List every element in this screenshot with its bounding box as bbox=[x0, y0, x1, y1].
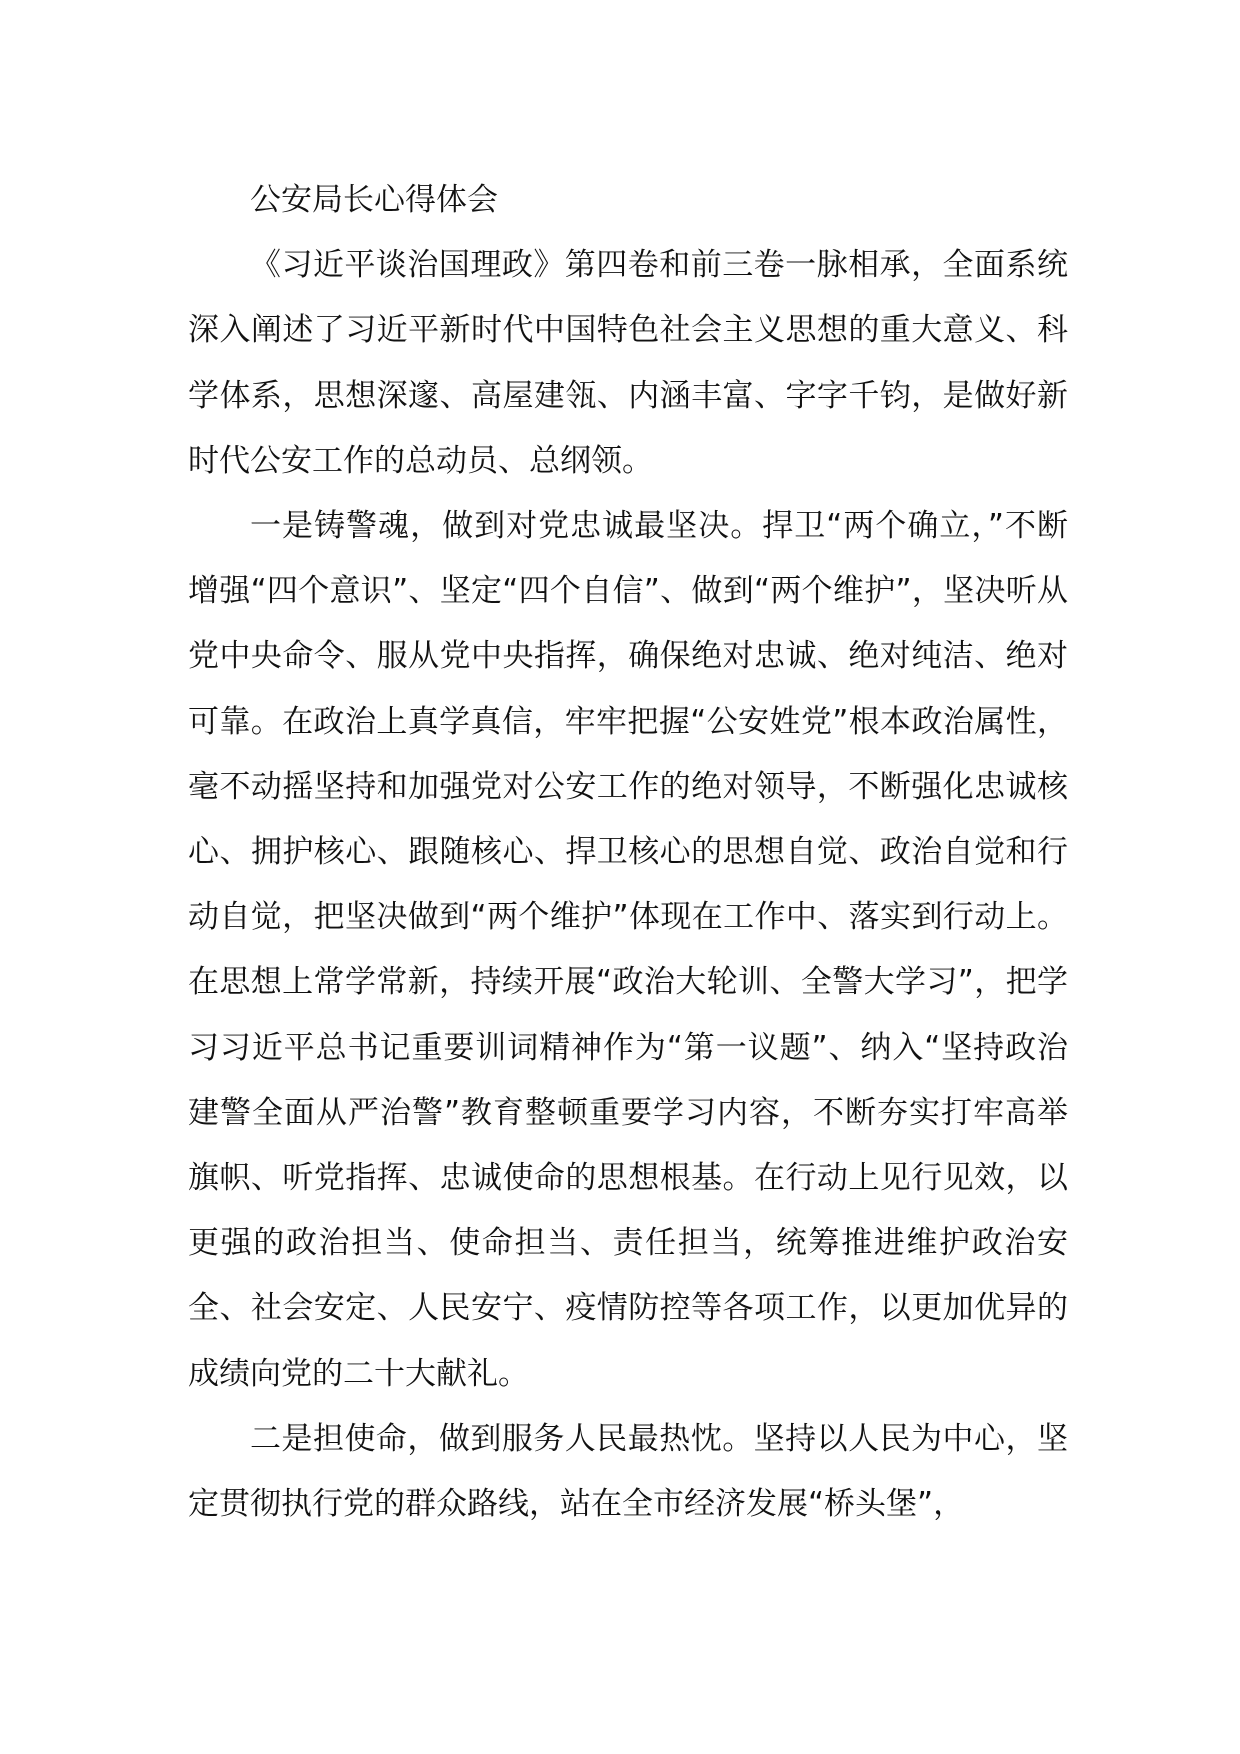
paragraph-intro: 《习近平谈治国理政》第四卷和前三卷一脉相承，全面系统深入阐述了习近平新时代中国特色社会主义思想的重大意义、科学体系，思想深邃、高屋建瓴、内涵丰富、字字千钧，是做好新时代公安工作的总动员、总纲领。 bbox=[188, 247, 1068, 479]
document-body bbox=[188, 168, 1068, 1537]
document-title: 公安局长心得体会 bbox=[250, 182, 498, 218]
paragraph-point-one: 一是铸警魂，做到对党忠诚最坚决。捍卫“两个确立，”不断增强“四个意识”、坚定“四个自信”、做到“两个维护”，坚决听从党中央命令、服从党中央指挥，确保绝对忠诚、绝对纯洁、绝对可靠。在政治上真学真信，牢牢把握“公安姓党”根本政治属性，毫不动摇坚持和加强党对公安工作的绝对领导，不断强化忠诚核心、拥护核心、跟随核心、捍卫核心的思想自觉、政治自觉和行动自觉，把坚决做到“两个维护”体现在工作中、落实到行动上。在思想上常学常新，持续开展“政治大轮训、全警大学习”，把学习习近平总书记重要训词精神作为“第一议题”、纳入“坚持政治建警全面从严治警”教育整顿重要学习内容，不断夯实打牢高举旗帜、听党指挥、忠诚使命的思想根基。在行动上见行见效，以更强的政治担当、使命担当、责任担当，统筹推进维护政治安全、社会安定、人民安宁、疫情防控等各项工作，以更加优异的成绩向党的二十大献礼。 bbox=[188, 508, 1068, 1392]
paragraph-point-two: 二是担使命，做到服务人民最热忱。坚持以人民为中心，坚定贯彻执行党的群众路线，站在全市经济发展“桥头堡”， bbox=[188, 1420, 1068, 1523]
